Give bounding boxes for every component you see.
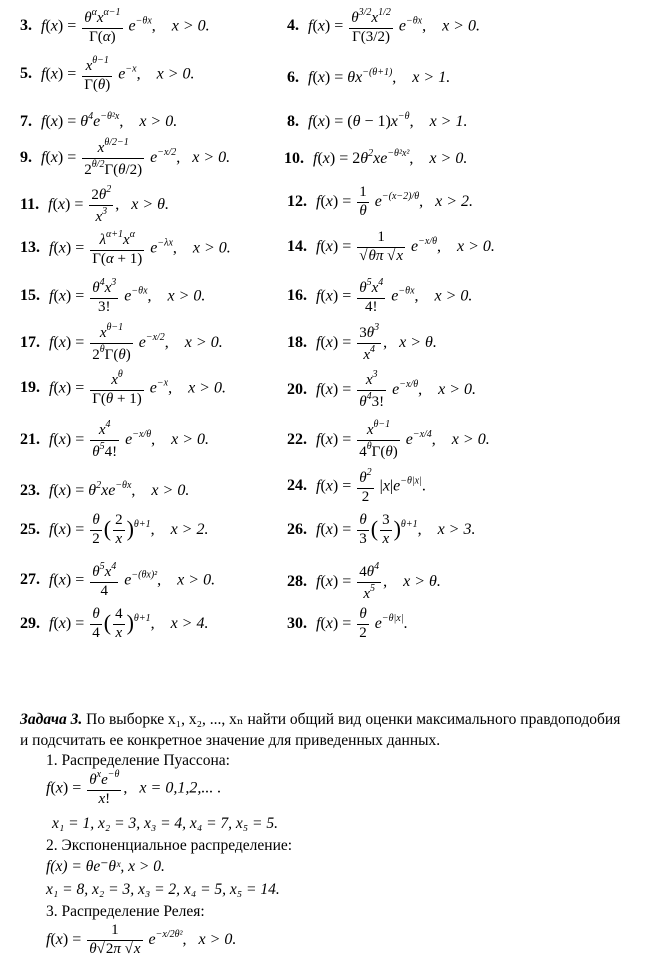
task-line-1: По выборке x₁, x₂, ..., xₙ найти общий вид оценки максимального правдоподобия bbox=[86, 711, 621, 728]
formula-condition: x > 0. bbox=[171, 430, 210, 448]
formula-condition: x > 0. bbox=[167, 287, 206, 305]
formula-number: 19. bbox=[20, 379, 40, 397]
rayleigh-condition: x > 0. bbox=[198, 930, 237, 948]
formula-number: 12. bbox=[287, 192, 307, 210]
formula-number: 27. bbox=[20, 571, 40, 589]
formula-number: 25. bbox=[20, 520, 40, 538]
formula-14: 14. f(x) = $\frac{1}{√\theta\pi √x}$ $e^{-x/\theta}$, x > 0. bbox=[287, 229, 495, 264]
formula-26: 26. f(x) = $\frac{\theta}{3}$ ( $\frac{3}{x}$ )$^{\theta+1}$, x > 3. bbox=[287, 512, 476, 547]
poisson-formula: f(x) = $\frac{\theta^xe^{-\theta}}{x!}$ , x = 0,1,2,... . bbox=[46, 769, 222, 807]
formula-number: 9. bbox=[20, 148, 32, 166]
task-header bbox=[20, 710, 620, 729]
formula-number: 24. bbox=[287, 477, 307, 495]
formula-condition: x > 1. bbox=[412, 69, 451, 86]
formula-condition: x > 3. bbox=[437, 520, 476, 538]
formula-28: 28. f(x) = $\frac{4\theta^4}{x^5}$ , x > θ. bbox=[287, 561, 441, 602]
formula-13: 13. f(x) = $\frac{\lambda^{\alpha+1}x^\alpha}{\Gamma(\alpha + 1)}$ $e^{-\lambda x}$, x > 0. bbox=[20, 229, 231, 267]
formula-number: 6. bbox=[287, 69, 299, 86]
formula-condition: x > 0. bbox=[188, 379, 226, 397]
formula-number: 11. bbox=[20, 195, 40, 213]
formula-27: 27. f(x) = $\frac{\theta^5x^4}{4}$ $e^{-(\theta x)^2}$, x > 0. bbox=[20, 561, 216, 599]
formula-condition: x > 0. bbox=[429, 150, 468, 167]
exponential-sample: x₁ = 8, x₂ = 3, x₃ = 2, x₄ = 5, x₅ = 14. bbox=[46, 881, 280, 898]
formula-19: 19. f(x) = $\frac{x^\theta}{\Gamma(\theta + 1)}$ $e^{-x}$, x > 0. bbox=[20, 369, 226, 407]
formula-number: 14. bbox=[287, 237, 307, 255]
formula-18: 18. f(x) = $\frac{3\theta^3}{x^4}$ , x > θ. bbox=[287, 322, 437, 363]
formula-11: 11. f(x) = $\frac{2\theta^2}{x^3}$ , x > θ. bbox=[20, 184, 170, 225]
rayleigh-formula: f(x) = $\frac{1}{\theta√2\pi √x}$ $e^{-x/2\theta^2}$, x > 0. bbox=[46, 922, 237, 957]
task-item-exponential: 2. Экспоненциальное распределение: bbox=[46, 837, 293, 854]
formula-number: 16. bbox=[287, 287, 307, 305]
formula-condition: x > 0. bbox=[438, 380, 477, 398]
formula-24: 24. f(x) = $\frac{\theta^2}{2}$ $|x|e^{-\theta|x|}$. bbox=[287, 467, 426, 505]
formula-condition: x > θ. bbox=[399, 333, 437, 351]
formula-condition: x > 0. bbox=[457, 237, 495, 255]
formula-condition: x > 2. bbox=[170, 520, 209, 538]
formula-number: 23. bbox=[20, 482, 40, 499]
formula-number: 8. bbox=[287, 113, 299, 130]
formula-number: 18. bbox=[287, 333, 307, 351]
formula-12: 12. f(x) = $\frac{1}{\theta}$ $e^{-(x-2)/\theta}$, x > 2. bbox=[287, 184, 474, 219]
formula-condition: x > 0. bbox=[442, 17, 480, 35]
formula-condition: x > 0. bbox=[434, 287, 473, 305]
formula-condition: x > θ. bbox=[131, 195, 170, 213]
formula-condition: x > 1. bbox=[429, 113, 468, 130]
formula-number: 15. bbox=[20, 287, 40, 305]
formula-number: 4. bbox=[287, 17, 299, 35]
formula-7: 7. $f(x) = \theta^4e^{-\theta^2x}$, x > 0. bbox=[20, 111, 178, 130]
formula-number: 17. bbox=[20, 333, 40, 351]
formula-condition: x > 0. bbox=[139, 113, 178, 130]
formula-condition: x > 0. bbox=[156, 65, 195, 83]
formula-number: 7. bbox=[20, 113, 32, 130]
formula-5: 5. f(x) = $\frac{x^{\theta-1}}{\Gamma(\theta)}$ $e^{-x}$, x > 0. bbox=[20, 55, 195, 93]
formula-23: 23. $f(x) = \theta^2xe^{-\theta x}$, x > 0. bbox=[20, 480, 190, 499]
poisson-condition: x = 0,1,2,... . bbox=[139, 779, 222, 797]
formula-6: 6. $f(x) = \theta x^{-(\theta+1)}$, x > 1. bbox=[287, 67, 451, 86]
poisson-sample: x₁ = 1, x₂ = 3, x₃ = 4, x₄ = 7, x₅ = 5. bbox=[52, 815, 279, 832]
formula-number: 30. bbox=[287, 614, 307, 632]
task-line-2: и подсчитать ее конкретное значение для приведенных данных. bbox=[20, 732, 441, 749]
formula-number: 22. bbox=[287, 430, 307, 448]
formula-16: 16. f(x) = $\frac{\theta^5x^4}{4!}$ $e^{-\theta x}$, x > 0. bbox=[287, 277, 473, 315]
formula-21: 21. f(x) = $\frac{x^4}{\theta^54!}$ $e^{-x/\theta}$, x > 0. bbox=[20, 419, 210, 460]
formula-30: 30. f(x) = $\frac{\theta}{2}$ $e^{-\theta|x|}$. bbox=[287, 606, 408, 641]
formula-number: 13. bbox=[20, 239, 40, 257]
formula-number: 3. bbox=[20, 17, 32, 35]
formula-condition: x > θ. bbox=[403, 572, 441, 590]
formula-10: 10. $f(x) = 2\theta^2xe^{-\theta^2x^2}$, x > 0. bbox=[284, 148, 468, 167]
formula-condition: x > 0. bbox=[192, 148, 231, 166]
formula-condition: x > 0. bbox=[151, 482, 190, 499]
formula-25: 25. f(x) = $\frac{\theta}{2}$ ( $\frac{2}{x}$ )$^{\theta+1}$, x > 2. bbox=[20, 512, 209, 547]
formula-condition: x > 0. bbox=[451, 430, 490, 448]
formula-condition: x > 0. bbox=[177, 571, 216, 589]
formula-number: 20. bbox=[287, 380, 307, 398]
formula-condition: x > 0. bbox=[184, 333, 223, 351]
formula-22: 22. f(x) = $\frac{x^{\theta-1}}{4^\theta\Gamma(\theta)}$ $e^{-x/4}$, x > 0. bbox=[287, 419, 490, 460]
formula-condition: x > 0. bbox=[192, 239, 231, 257]
formula-3: 3. f(x) = $\frac{\theta^\alpha x^{\alpha-1}}{\Gamma(\alpha)}$ $e^{-\theta x}$, x > 0. bbox=[20, 7, 210, 45]
formula-number: 29. bbox=[20, 614, 40, 632]
formula-15: 15. f(x) = $\frac{\theta^4x^3}{3!}$ $e^{-\theta x}$, x > 0. bbox=[20, 277, 206, 315]
formula-number: 28. bbox=[287, 572, 307, 590]
formula-number: 26. bbox=[287, 520, 307, 538]
formula-condition: x > 2. bbox=[435, 192, 474, 210]
formula-17: 17. f(x) = $\frac{x^{\theta-1}}{2^\theta\Gamma(\theta)}$ $e^{-x/2}$, x > 0. bbox=[20, 322, 223, 363]
exponential-formula: f(x) = θe⁻θˣ, x > 0. bbox=[46, 858, 165, 875]
task-item-poisson: 1. Распределение Пуассона: bbox=[46, 752, 230, 769]
formula-4: 4. f(x) = $\frac{\theta^{3/2}x^{1/2}}{\Gamma(3/2)}$ $e^{-\theta x}$, x > 0. bbox=[287, 7, 480, 45]
formula-condition: x > 4. bbox=[170, 614, 209, 632]
formula-number: 21. bbox=[20, 430, 40, 448]
formula-number: 10. bbox=[284, 150, 304, 167]
formula-condition: x > 0. bbox=[171, 17, 210, 35]
formula-8: 8. $f(x) = (\theta - 1)x^{-\theta}$, x > 1. bbox=[287, 111, 468, 130]
formula-29: 29. f(x) = $\frac{\theta}{4}$ ( $\frac{4}{x}$ )$^{\theta+1}$, x > 4. bbox=[20, 606, 209, 641]
task-item-rayleigh: 3. Распределение Релея: bbox=[46, 903, 205, 920]
formula-20: 20. f(x) = $\frac{x^3}{\theta^43!}$ $e^{-x/\theta}$, x > 0. bbox=[287, 369, 477, 410]
task-title: Задача 3. bbox=[20, 711, 83, 728]
formula-number: 5. bbox=[20, 65, 32, 83]
formula-9: 9. f(x) = $\frac{x^{\theta/2-1}}{2^{\theta/2}\Gamma(\theta/2)}$ $e^{-x/2}$, x > 0. bbox=[20, 137, 231, 178]
